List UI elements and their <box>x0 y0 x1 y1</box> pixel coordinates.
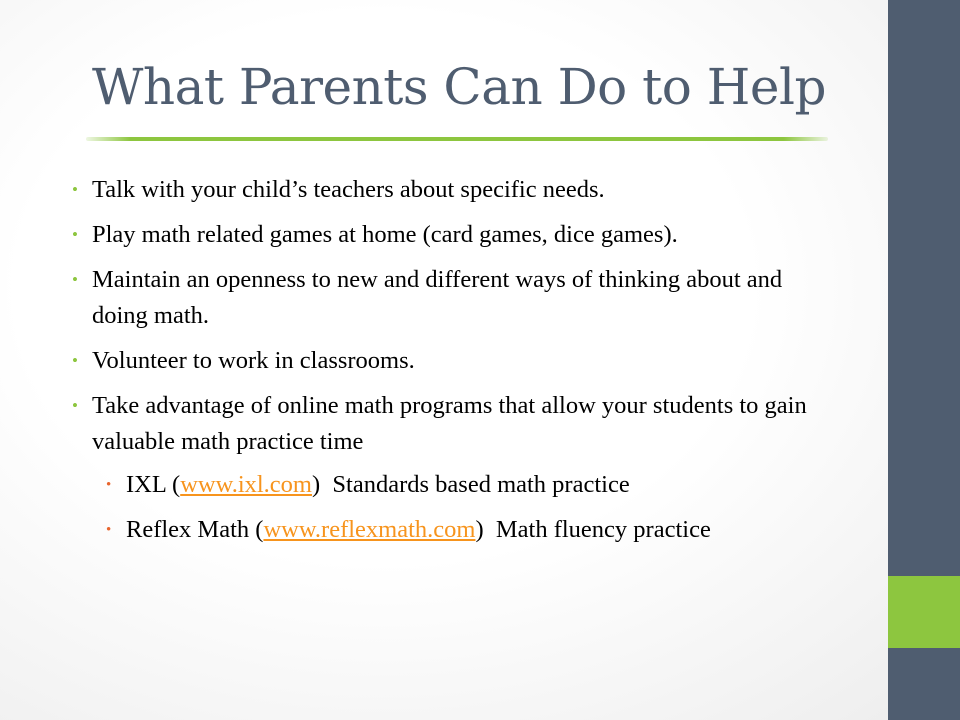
bullet-list <box>72 172 832 548</box>
bullet-icon: • <box>72 225 78 244</box>
bullet-text: Maintain an openness to new and different ways of thinking about and doing math. <box>92 266 783 329</box>
bullet-item <box>72 343 832 379</box>
ixl-link[interactable]: www.ixl.com <box>180 471 312 498</box>
sub-bullet-list <box>92 467 832 548</box>
bullet-icon: • <box>72 351 78 370</box>
sidebar-accent-square <box>888 576 960 648</box>
bullet-item <box>72 388 832 548</box>
sub-bullet-icon: • <box>106 522 112 538</box>
sub-bullet-prefix: Reflex Math ( <box>126 516 264 543</box>
bullet-text: Volunteer to work in classrooms. <box>92 347 415 374</box>
bullet-item <box>72 217 832 253</box>
sub-bullet-prefix: IXL ( <box>126 471 181 498</box>
sub-bullet-icon: • <box>106 477 112 493</box>
slide-title: What Parents Can Do to Help <box>92 58 826 116</box>
bullet-icon: • <box>72 396 78 415</box>
bullet-item <box>72 172 832 208</box>
sub-bullet-suffix: ) Standards based math practice <box>312 471 630 498</box>
bullet-icon: • <box>72 270 78 289</box>
sub-bullet-item-ixl <box>92 467 832 503</box>
sub-bullet-item-reflex <box>92 512 832 548</box>
sub-bullet-suffix: ) Math fluency practice <box>475 516 711 543</box>
bullet-item <box>72 262 832 334</box>
bullet-text: Talk with your child’s teachers about specific needs. <box>92 176 605 203</box>
title-underline <box>86 137 828 141</box>
reflexmath-link[interactable]: www.reflexmath.com <box>263 516 476 543</box>
slide-content <box>72 172 832 557</box>
bullet-text: Play math related games at home (card games, dice games). <box>92 221 678 248</box>
bullet-icon: • <box>72 180 78 199</box>
bullet-text: Take advantage of online math programs that allow your students to gain valuable math practice time <box>92 392 807 455</box>
